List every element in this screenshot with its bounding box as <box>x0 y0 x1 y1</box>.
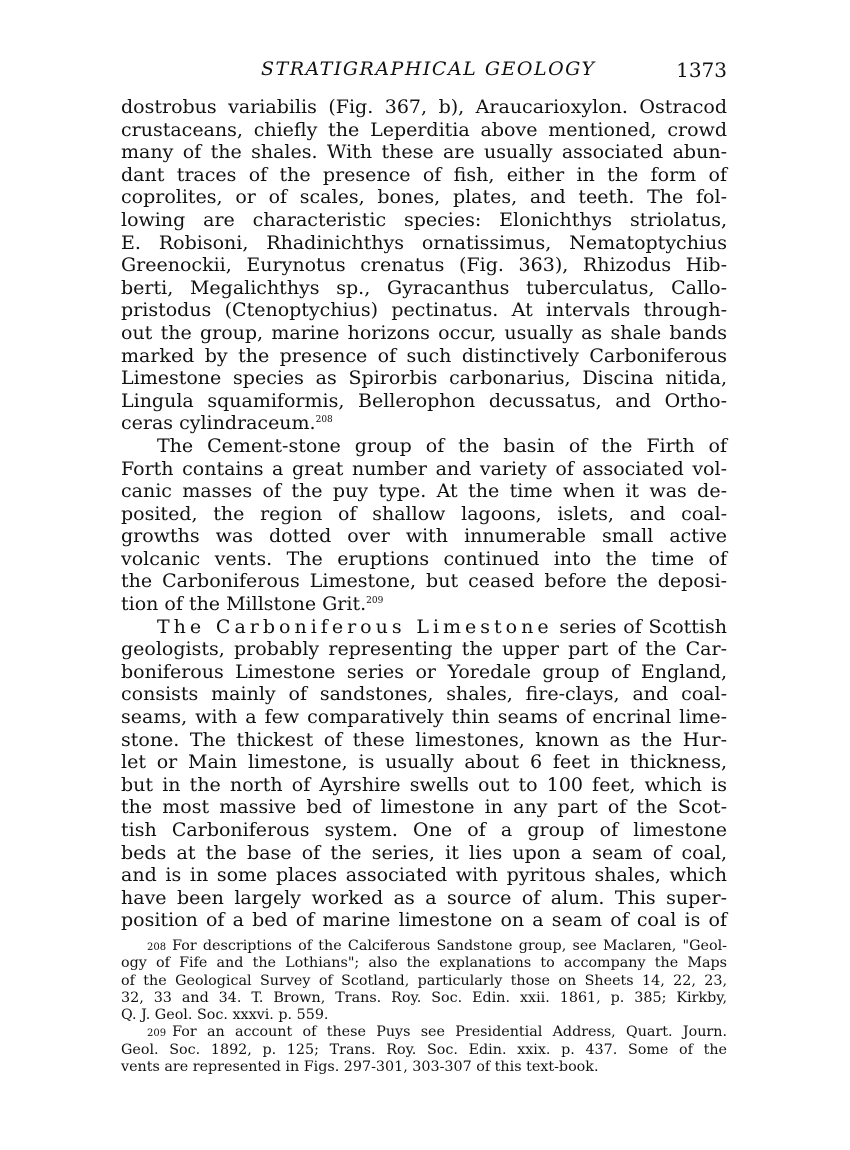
text-line: volcanic vents. The eruptions continued into the time of <box>121 547 727 570</box>
footnote-ref-208[interactable]: 208 <box>315 415 333 426</box>
footnote-ref-209[interactable]: 209 <box>366 596 384 607</box>
footnote-text: For an account of these Puys see Presidential Address, Quart. Journ. <box>172 1024 727 1041</box>
text-line: Limestone species as Spirorbis carbonarius, Discina nitida, <box>121 367 727 390</box>
text-line: lowing are characteristic species: Elonichthys striolatus, <box>121 208 727 231</box>
text-line: series of Scottish <box>559 615 727 638</box>
text-line: seams, with a few comparatively thin seams of encrinal lime- <box>121 706 727 729</box>
text-line: tion of the Millstone Grit. <box>121 593 367 616</box>
running-title: STRATIGRAPHICAL GEOLOGY <box>261 58 596 80</box>
text-line: The Cement-stone group of the basin of the Firth of <box>157 434 727 457</box>
text-line: Lingula squamiformis, Bellerophon decussatus, and Ortho- <box>121 389 727 412</box>
text-line: crustaceans, chiefly the Leperditia above mentioned, crowd <box>121 118 727 141</box>
text-line: tish Carboniferous system. One of a group of limestone <box>121 819 727 841</box>
footnote-text: ogy of Fife and the Lothians"; also the explanations to accompany the Maps <box>121 955 727 972</box>
text-line: ceras cylindraceum. <box>121 412 316 435</box>
text-line: Greenockii, Eurynotus crenatus (Fig. 363), Rhizodus Hib- <box>121 254 727 277</box>
footnote-text: of the Geological Survey of Scotland, particularly those on Sheets 14, 22, 23, <box>121 972 727 989</box>
text-line: let or Main limestone, is usually about 6 feet in thickness, <box>121 751 727 774</box>
text-line: geologists, probably representing the upper part of the Car- <box>121 638 727 661</box>
text-line: consists mainly of sandstones, shales, fire-clays, and coal- <box>121 683 727 706</box>
text-line: have been largely worked as a source of alum. This super- <box>121 886 727 909</box>
footnote-text: Q. J. Geol. Soc. xxxvi. p. 559. <box>121 1007 329 1024</box>
text-line: dant traces of the presence of fish, either in the form of <box>121 163 727 186</box>
footnote-208-line <box>121 938 727 955</box>
text-line: Forth contains a great number and variety of associated vol- <box>121 457 727 480</box>
text-line: boniferous Limestone series or Yoredale group of England, <box>121 660 727 683</box>
text-line: pristodus (Ctenoptychius) pectinatus. At intervals through- <box>121 299 727 322</box>
text-line: dostrobus variabilis (Fig. 367, b), Araucarioxylon. Ostracod <box>121 96 727 118</box>
text-line: coprolites, or of scales, bones, plates, and teeth. The fol- <box>121 186 727 209</box>
footnote-number: 208 <box>147 942 167 953</box>
text-line: stone. The thickest of these limestones, known as the Hur- <box>121 728 727 751</box>
spaced-heading: The Carboniferous Limestone <box>157 615 553 638</box>
footnote-text: vents are represented in Figs. 297-301, 303-307 of this text-book. <box>121 1059 599 1076</box>
text-line: out the group, marine horizons occur, usually as shale bands <box>121 321 727 344</box>
page-header <box>121 58 727 90</box>
text-line: the most massive bed of limestone in any part of the Scot- <box>121 796 727 819</box>
paragraph-start-line <box>121 616 727 639</box>
text-line: E. Robisoni, Rhadinichthys ornatissimus, Nematoptychius <box>121 231 727 254</box>
page-number: 1373 <box>676 58 727 82</box>
text-line: many of the shales. With these are usually associated abun- <box>121 141 727 164</box>
footnote-text: For descriptions of the Calciferous Sandstone group, see Maclaren, "Geol- <box>172 938 727 954</box>
body-text <box>121 96 727 932</box>
paragraph-end-line <box>121 412 727 435</box>
footnote-text: 32, 33 and 34. T. Brown, Trans. Roy. Soc. Edin. xxii. 1861, p. 385; Kirkby, <box>121 989 727 1006</box>
footnotes <box>121 938 727 1076</box>
footnote-text: Geol. Soc. 1892, p. 125; Trans. Roy. Soc. Edin. xxix. p. 437. Some of the <box>121 1041 727 1058</box>
text-line: growths was dotted over with innumerable small active <box>121 525 727 548</box>
paragraph-end-line <box>121 593 727 616</box>
text-line: berti, Megalichthys sp., Gyracanthus tuberculatus, Callo- <box>121 276 727 299</box>
text-line: posited, the region of shallow lagoons, islets, and coal- <box>121 502 727 525</box>
footnote-number: 209 <box>147 1028 167 1040</box>
text-line: but in the north of Ayrshire swells out to 100 feet, which is <box>121 773 727 796</box>
footnote-209-line <box>121 1024 727 1041</box>
text-line: and is in some places associated with pyritous shales, which <box>121 864 727 887</box>
text-line: the Carboniferous Limestone, but ceased before the deposi- <box>121 570 727 593</box>
text-line: beds at the base of the series, it lies upon a seam of coal, <box>121 841 727 864</box>
text-line: position of a bed of marine limestone on a seam of coal is of <box>121 909 727 932</box>
text-line: marked by the presence of such distinctively Carboniferous <box>121 344 727 367</box>
text-line: canic masses of the puy type. At the time when it was de- <box>121 480 727 503</box>
